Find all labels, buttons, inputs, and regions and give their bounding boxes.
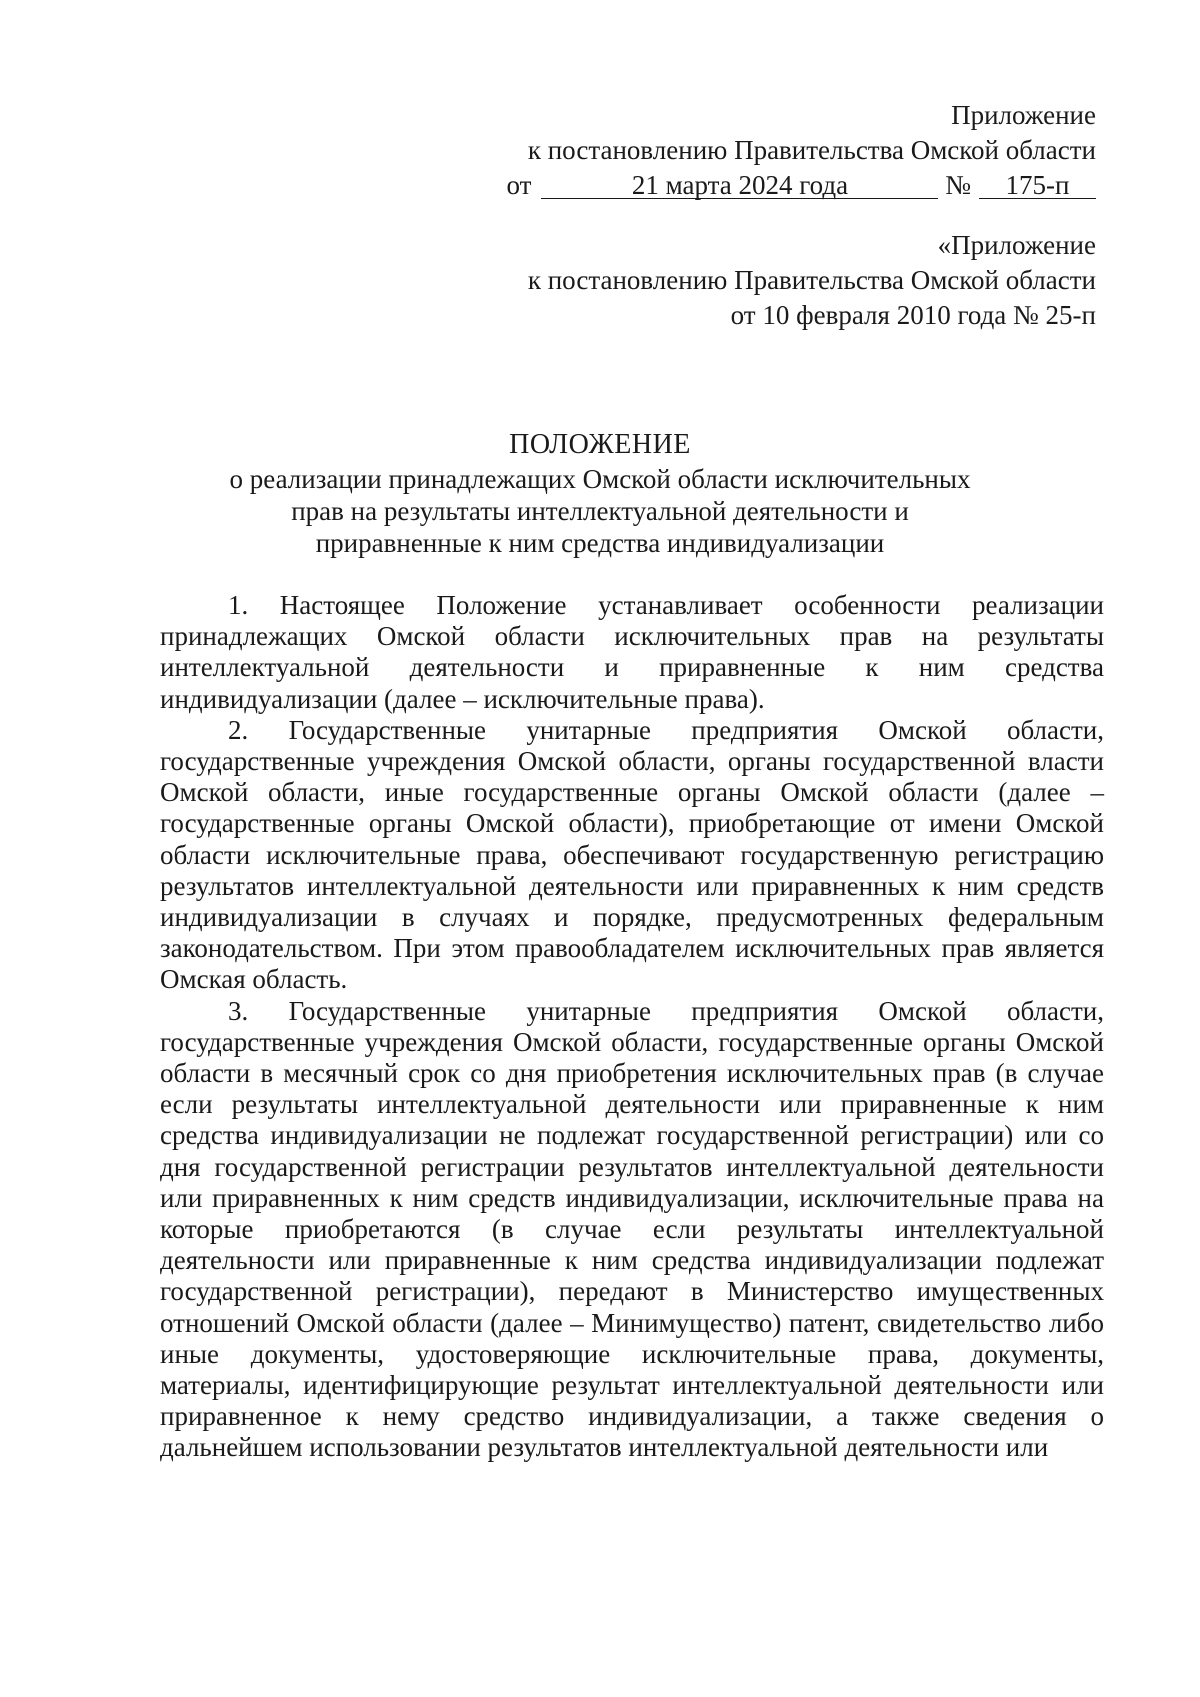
original-resolution-date: от 10 февраля 2010 года № 25-п bbox=[730, 300, 1096, 330]
original-resolution-line: к постановлению Правительства Омской области bbox=[527, 265, 1096, 295]
document-title bbox=[150, 427, 1050, 559]
number-label: № bbox=[945, 170, 971, 200]
document-body bbox=[160, 590, 1104, 1464]
title-line-1: о реализации принадлежащих Омской области исключительных bbox=[229, 464, 971, 494]
paragraph-2: 2. Государственные унитарные предприятия Омской области, государственные учреждения Омской области, органы государственной власти Омской области, иные государственные органы Омской области (далее – государственные органы Омской области), приобретающие от имени Омской области исключительные права, обеспечивают государственную регистрацию результатов интеллектуальной деятельности или приравненных к ним средств индивидуализации в случаях и порядке, предусмотренных федеральным законодательством. При этом правообладателем исключительных прав является Омская область. bbox=[160, 714, 1104, 995]
appendix-resolution-line: к постановлению Правительства Омской области bbox=[527, 135, 1096, 165]
paragraph-3: 3. Государственные унитарные предприятия Омской области, государственные учреждения Омской области, государственные органы Омской области в месячный срок со дня приобретения исключительных прав (в случае если результаты интеллектуальной деятельности или приравненные к ним средства индивидуализации не подлежат государственной регистрации) или со дня государственной регистрации результатов интеллектуальной деятельности или приравненных к ним средств индивидуализации, исключительные права на которые приобретаются (в случае если результаты интеллектуальной деятельности или приравненные к ним средства индивидуализации подлежат государственной регистрации), передают в Министерство имущественных отношений Омской области (далее – Минимущество) патент, свидетельство либо иные документы, удостоверяющие исключительные права, документы, материалы, идентифицирующие результат интеллектуальной деятельности или приравненное к нему средство индивидуализации, а также сведения о дальнейшем использовании результатов интеллектуальной деятельности или bbox=[160, 995, 1104, 1463]
title-line-2: прав на результаты интеллектуальной деятельности и bbox=[291, 496, 909, 526]
title-main: ПОЛОЖЕНИЕ bbox=[509, 429, 691, 460]
original-appendix-header bbox=[528, 228, 1096, 333]
title-line-3: приравненные к ним средства индивидуализации bbox=[315, 528, 885, 558]
from-label: от bbox=[506, 170, 532, 200]
appendix-header bbox=[507, 98, 1096, 203]
appendix-label: Приложение bbox=[951, 100, 1096, 130]
appendix-date-line bbox=[507, 168, 1096, 203]
paragraph-1: 1. Настоящее Положение устанавливает особенности реализации принадлежащих Омской области исключительных прав на результаты интеллектуальной деятельности и приравненные к ним средства индивидуализации (далее – исключительные права). bbox=[160, 590, 1104, 714]
original-appendix-label: «Приложение bbox=[937, 230, 1096, 260]
resolution-number: 175-п bbox=[979, 172, 1096, 199]
resolution-date: 21 марта 2024 года bbox=[541, 172, 938, 199]
